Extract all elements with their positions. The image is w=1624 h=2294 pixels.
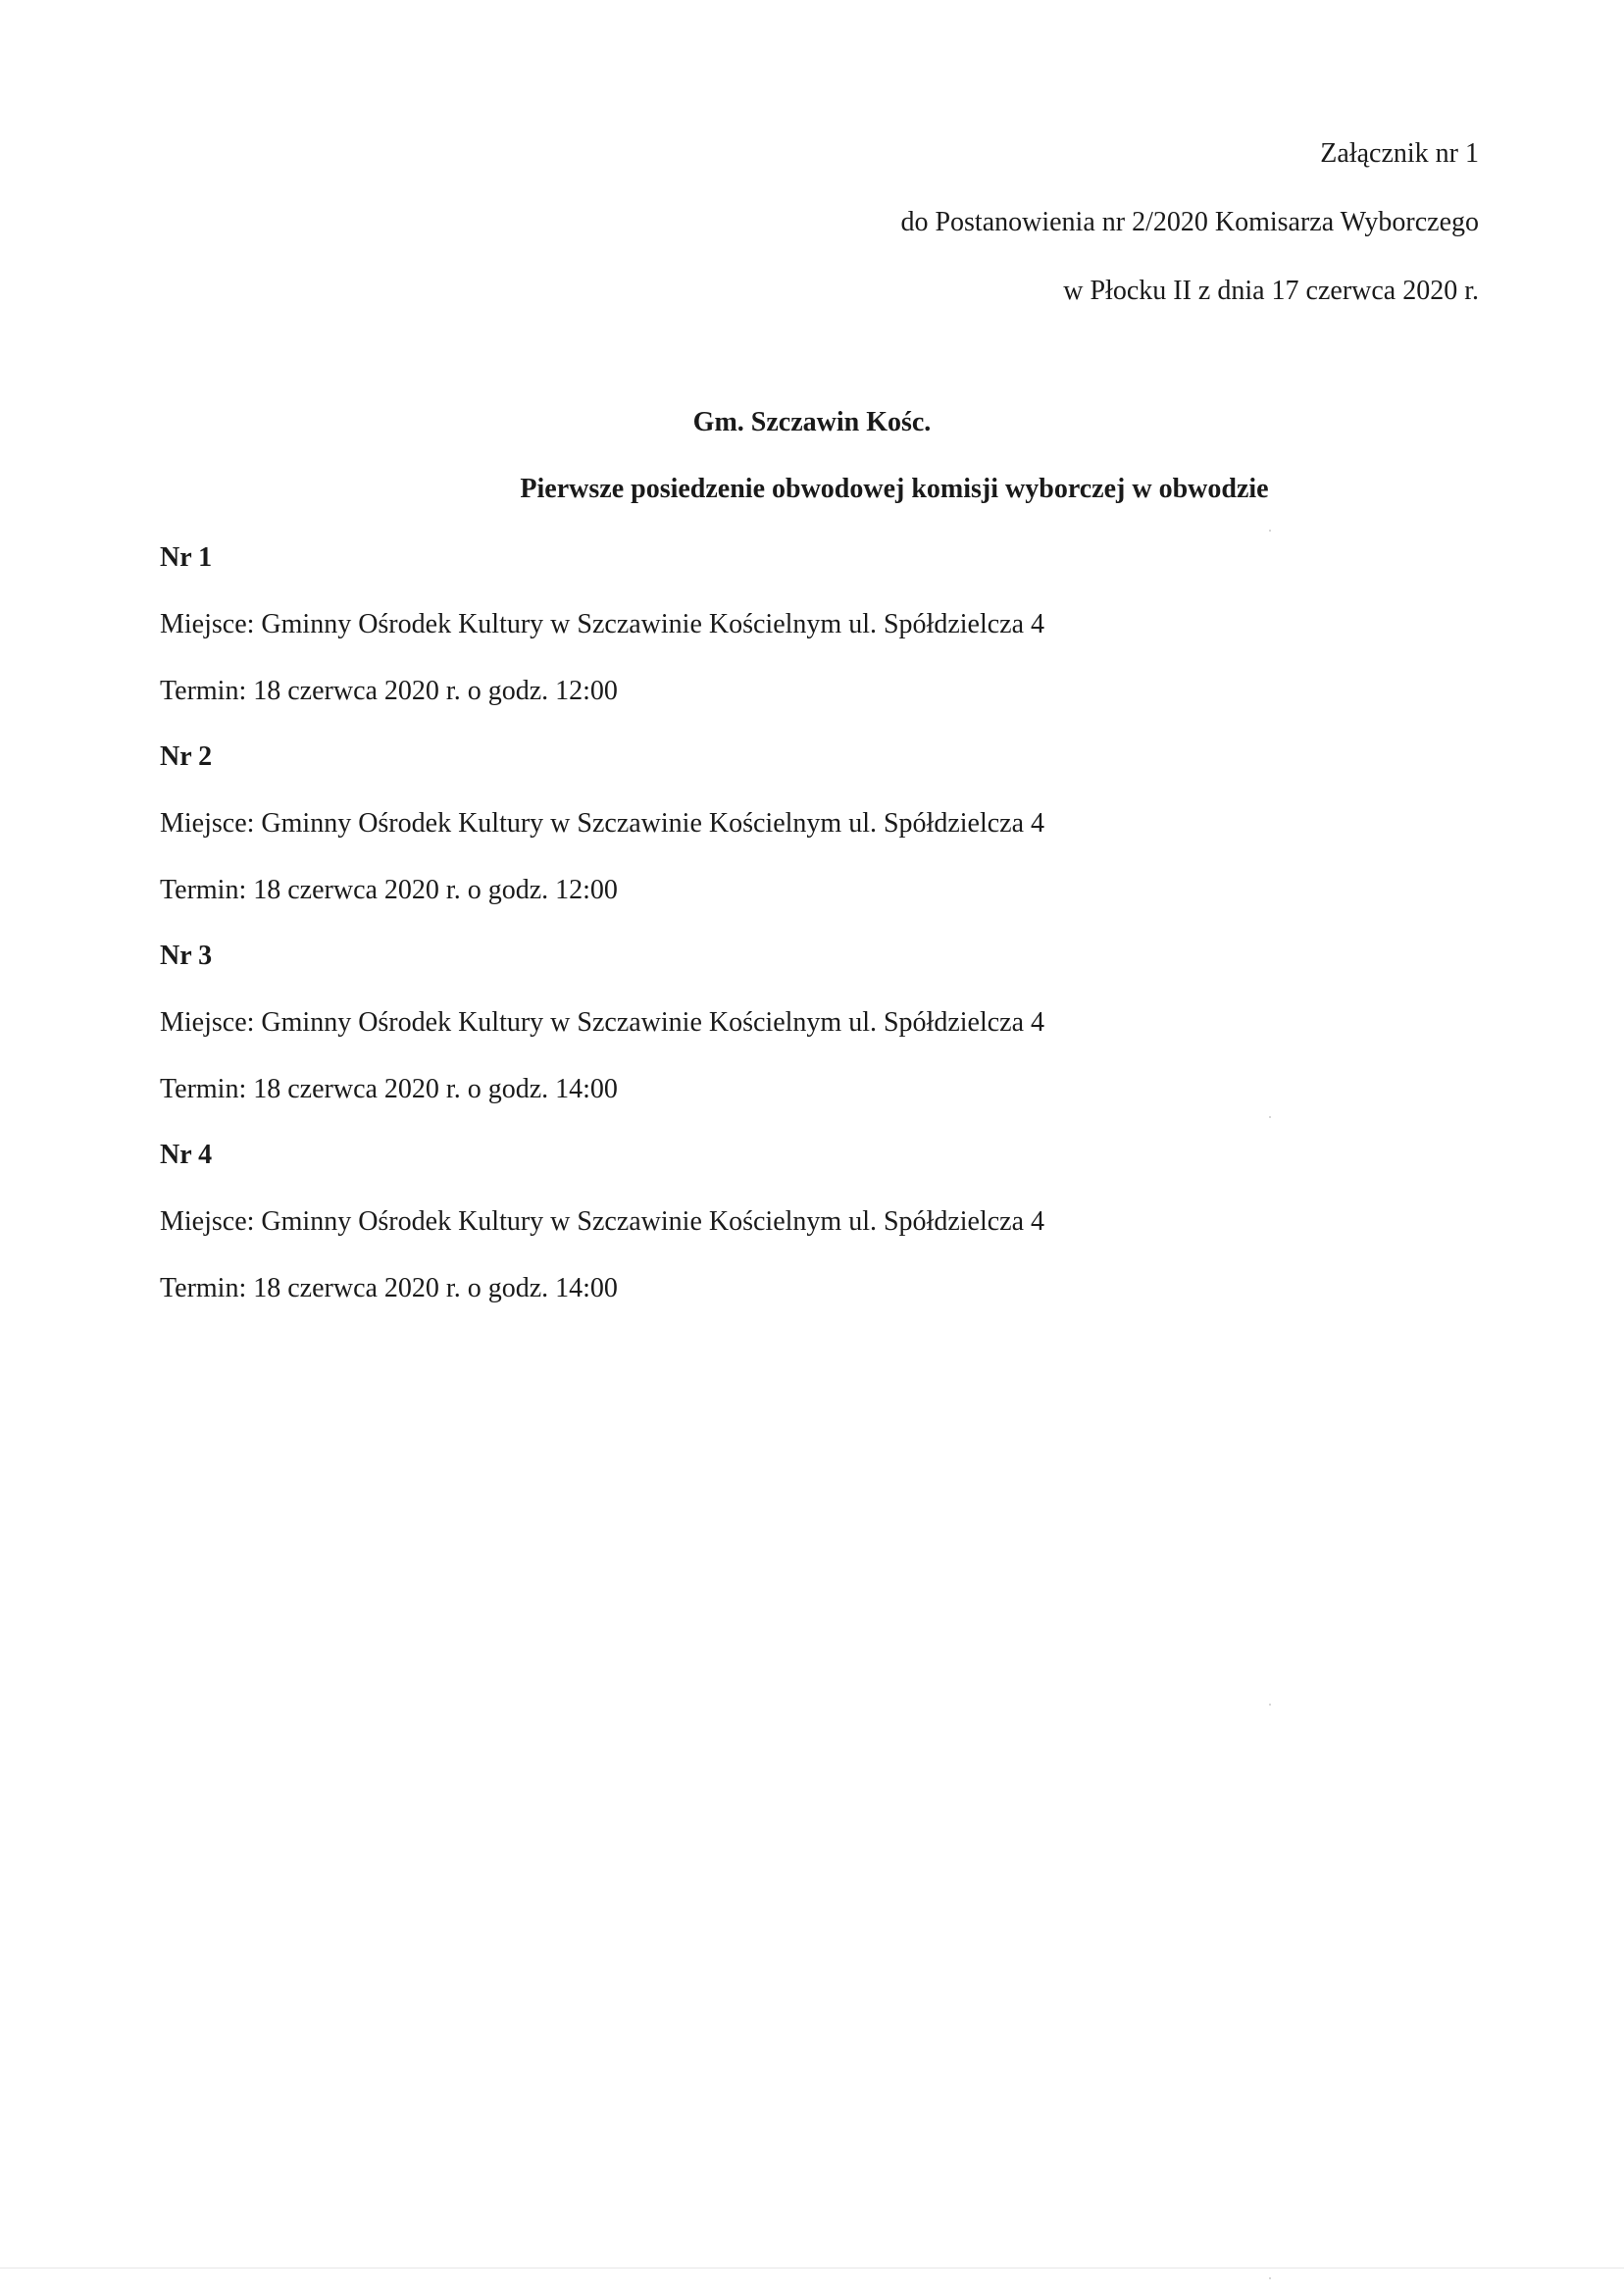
entry-number: Nr 4: [160, 1140, 213, 1170]
entry-term: Termin: 18 czerwca 2020 r. o godz. 12:00: [160, 875, 618, 905]
list-item: [160, 1139, 1435, 1305]
list-item: [160, 541, 1435, 740]
entry-term: Termin: 18 czerwca 2020 r. o godz. 12:00: [160, 676, 618, 706]
entry-term: Termin: 18 czerwca 2020 r. o godz. 14:00: [160, 1074, 618, 1104]
attachment-number: Załącznik nr 1: [1320, 138, 1479, 169]
scan-speck: [1269, 2277, 1271, 2279]
entry-number: Nr 2: [160, 741, 213, 772]
entry-number: Nr 1: [160, 542, 213, 573]
list-item: [160, 740, 1435, 940]
entry-number: Nr 3: [160, 941, 213, 971]
entry-place: Miejsce: Gminny Ośrodek Kultury w Szczawinie Kościelnym ul. Spółdzielcza 4: [160, 1206, 1045, 1237]
entry-place: Miejsce: Gminny Ośrodek Kultury w Szczawinie Kościelnym ul. Spółdzielcza 4: [160, 808, 1045, 839]
scan-speck: [1269, 530, 1271, 532]
resolution-reference: do Postanowienia nr 2/2020 Komisarza Wyborczego: [900, 207, 1479, 237]
entry-term: Termin: 18 czerwca 2020 r. o godz. 14:00: [160, 1273, 618, 1303]
document-subtitle: [0, 473, 1624, 506]
municipality-title: Gm. Szczawin Kośc.: [692, 407, 932, 437]
scan-speck: [1269, 1704, 1271, 1706]
document-subtitle-text: Pierwsze posiedzenie obwodowej komisji wyborczej w obwodzie: [520, 474, 1269, 504]
entry-place: Miejsce: Gminny Ośrodek Kultury w Szczawinie Kościelnym ul. Spółdzielcza 4: [160, 609, 1045, 639]
list-item: [160, 940, 1435, 1139]
scan-speck: [1269, 1116, 1271, 1118]
resolution-date: w Płocku II z dnia 17 czerwca 2020 r.: [1063, 276, 1479, 306]
scan-bottom-edge: [0, 2268, 1624, 2269]
entries-list: [160, 541, 1435, 1305]
entry-place: Miejsce: Gminny Ośrodek Kultury w Szczawinie Kościelnym ul. Spółdzielcza 4: [160, 1007, 1045, 1038]
